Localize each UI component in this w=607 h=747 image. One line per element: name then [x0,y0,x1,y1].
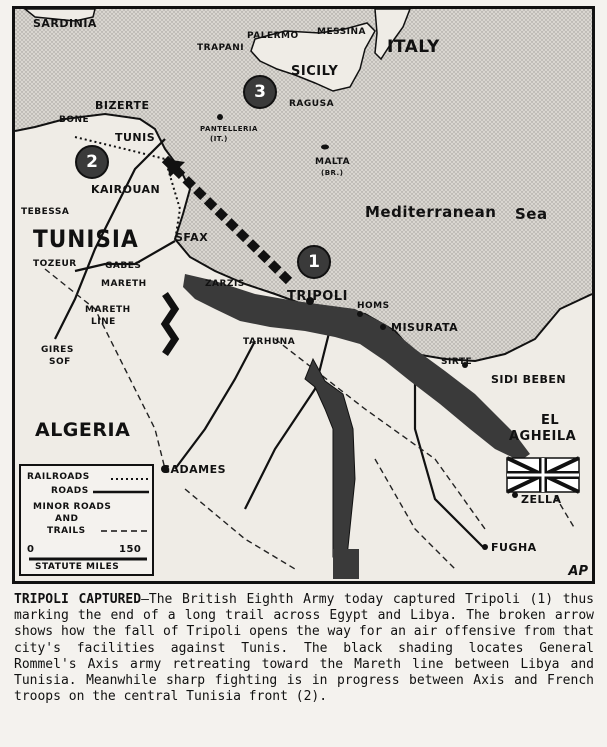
british-flag-icon [507,458,579,492]
supply-block [333,549,359,579]
town-dot-homs [357,311,363,317]
label-tunis: TUNIS [115,131,156,144]
legend-statute-miles: STATUTE MILES [35,562,120,572]
label-malta: MALTA [315,157,351,167]
legend-minor-roads: MINOR ROADS [33,502,112,512]
caption-title: TRIPOLI CAPTURED [14,592,142,607]
label-gadames: GADAMES [161,463,227,476]
legend-railroad-line [111,476,149,482]
label-messina: MESSINA [317,27,367,37]
malta-island [321,145,329,150]
label-gires: GIRES [41,345,74,355]
legend-trail-line [101,528,149,534]
marker-3: 3 [243,75,277,109]
label-sardinia: SARDINIA [33,17,97,30]
town-dot-fugha [482,544,488,550]
label-mareth-line-1: MARETH [85,305,131,315]
legend-railroads: RAILROADS [27,472,90,482]
label-trapani: TRAPANI [197,43,245,53]
label-tozeur: TOZEUR [33,259,77,269]
label-mediterranean: Mediterranean [365,203,497,221]
ap-credit: AP [568,564,588,579]
label-el: EL [541,413,560,428]
legend-scale-end: 150 [119,544,142,555]
label-pantelleria-sub: (IT.) [210,135,228,143]
caption [14,592,594,742]
legend-and: AND [55,514,79,524]
legend-roads: ROADS [51,486,89,496]
town-dot-zella [512,492,518,498]
legend-trails: TRAILS [47,526,86,536]
label-malta-sub: (BR.) [321,169,344,177]
label-algeria: ALGERIA [35,419,131,441]
map-legend [19,464,154,576]
label-sea: Sea [515,205,548,223]
advance-arrow [305,359,355,557]
marker-1: 1 [297,245,331,279]
label-mareth-line-2: LINE [91,317,116,327]
caption-body: —The British Eighth Army today captured Tripoli (1) thus marking the end of a long trail across Egypt and Libya. The broken arrow shows how the fall of Tripoli opens the way for an air offensive from that city's facilities against Tunis. The black shading locates General Rommel's Axis army retreating toward the Mareth line between Libya and Tunisia. Meanwhile sharp fighting is in progress between Axis and French troops on the central Tunisia front (2). [14,592,594,705]
legend-scale-start: 0 [27,544,35,555]
label-sof: SOF [49,357,71,367]
label-bone: BONE [59,115,90,125]
legend-road-line [93,489,149,495]
label-italy: ITALY [387,37,440,57]
label-fugha: FUGHA [491,541,537,554]
label-tunisia: TUNISIA [33,225,139,253]
label-tripoli: TRIPOLI [287,289,348,304]
label-tebessa: TEBESSA [21,207,70,217]
label-sidi-beben: SIDI BEBEN [491,373,567,386]
label-zella: ZELLA [521,493,562,506]
label-sicily: SICILY [291,64,339,79]
town-dot-misurata [380,324,386,330]
label-sfax: SFAX [175,231,209,244]
label-agheila: AGHEILA [509,429,577,444]
label-palermo: PALERMO [247,31,299,41]
label-zarzis: ZARZIS [205,279,245,289]
label-misurata: MISURATA [391,321,459,334]
label-mareth: MARETH [101,279,147,289]
label-sirte: SIRTE [441,357,473,367]
map-panel [12,6,595,584]
marker-2: 2 [75,145,109,179]
label-gabes: GABES [105,261,142,271]
mareth-line [165,294,175,354]
label-tarhuna: TARHUNA [243,337,296,347]
label-bizerte: BIZERTE [95,99,150,112]
label-pantelleria: PANTELLERIA [200,125,258,133]
label-ragusa: RAGUSA [289,99,335,109]
pantelleria-island [217,114,223,120]
label-homs: HOMS [357,301,390,311]
label-kairouan: KAIROUAN [91,183,161,196]
